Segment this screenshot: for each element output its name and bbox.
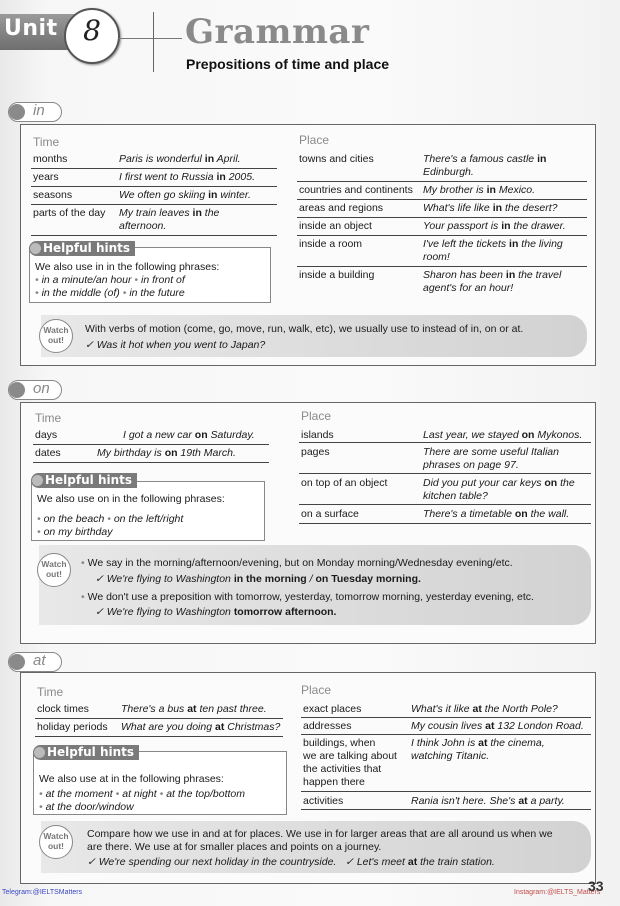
section-tag-label: in xyxy=(33,102,45,119)
row-example: I got a new car on Saturday. xyxy=(123,429,255,441)
hints-intro: We also use on in the following phrases: xyxy=(37,493,225,505)
row-label: activities xyxy=(303,795,344,807)
row-divider xyxy=(31,186,277,187)
watch-out-badge: Watch out! xyxy=(37,553,71,587)
helpful-hints-tab xyxy=(33,745,139,760)
row-label: exact places xyxy=(303,703,362,715)
hints-bullet-icon xyxy=(34,747,45,758)
row-divider xyxy=(299,473,591,474)
unit-label: Unit xyxy=(4,16,58,41)
row-label: clock times xyxy=(37,703,89,715)
time-heading: Time xyxy=(35,411,62,425)
row-label: seasons xyxy=(33,189,73,201)
row-example: There's a timetable on the wall. xyxy=(423,508,570,520)
row-label: inside an object xyxy=(299,220,372,232)
hints-intro: We also use in in the following phrases: xyxy=(35,261,220,273)
row-divider xyxy=(301,734,591,735)
hints-line: • at the moment • at night • at the top/bottom xyxy=(39,788,246,800)
watch-out-text: • We don't use a preposition with tomorrow, yesterday, tomorrow morning, yesterday evening, etc. xyxy=(81,591,534,603)
section-box-at xyxy=(20,672,596,884)
row-label: pages xyxy=(301,446,330,458)
section-tag-on xyxy=(8,380,62,400)
watch-out-text: • We say in the morning/afternoon/evening, but on Monday morning/Wednesday evening/etc. xyxy=(81,557,513,569)
watch-out-text: are there. We use at for smaller places and points on a journey. xyxy=(87,841,382,853)
row-label: dates xyxy=(35,447,61,459)
row-divider xyxy=(299,504,591,505)
row-example: There's a famous castle in Edinburgh. xyxy=(423,153,547,178)
row-label: days xyxy=(35,429,58,441)
row-example: There are some useful Italian phrases on page 97. xyxy=(423,446,559,471)
row-label: countries and continents xyxy=(299,184,413,196)
helpful-hints-tab xyxy=(29,241,135,256)
row-divider xyxy=(35,736,283,737)
helpful-hints-tab xyxy=(31,473,137,488)
place-heading: Place xyxy=(301,683,332,697)
row-example: I first went to Russia in 2005. xyxy=(119,171,255,183)
row-divider xyxy=(297,235,587,236)
row-example: My cousin lives at 132 London Road. xyxy=(411,720,584,732)
row-example: My birthday is on 19th March. xyxy=(97,447,236,459)
row-example: Your passport is in the drawer. xyxy=(423,220,566,232)
row-divider xyxy=(299,442,591,443)
section-tag-in xyxy=(8,102,62,122)
row-divider xyxy=(301,791,591,792)
section-tag-at xyxy=(8,652,62,672)
helpful-hints-title: Helpful hints xyxy=(47,745,135,759)
hints-line: • at the door/window xyxy=(39,801,134,813)
row-label: months xyxy=(33,153,68,165)
row-example: What's it like at the North Pole? xyxy=(411,703,558,715)
watch-out-text: With verbs of motion (come, go, move, run, walk, etc), we usually use to instead of in, on or at. xyxy=(85,323,524,335)
row-divider xyxy=(299,523,591,524)
unit-number: 8 xyxy=(83,14,101,47)
page-subtitle: Prepositions of time and place xyxy=(186,56,390,72)
row-example: I've left the tickets in the living room! xyxy=(423,238,563,263)
row-label: on top of an object xyxy=(301,477,388,489)
row-example: Last year, we stayed on Mykonos. xyxy=(423,429,583,441)
hints-intro: We also use at in the following phrases: xyxy=(39,773,224,785)
helpful-hints-title: Helpful hints xyxy=(45,473,133,487)
row-example: I think John is at the cinema, watching Titanic. xyxy=(411,737,545,762)
row-label: parts of the day xyxy=(33,207,106,219)
row-divider xyxy=(33,444,269,445)
page-number: 33 xyxy=(588,878,604,894)
place-heading: Place xyxy=(301,409,332,423)
row-divider xyxy=(297,181,587,182)
footer-instagram: Instagram:@IELTS_Matters xyxy=(514,889,601,896)
row-label: on a surface xyxy=(301,508,359,520)
header-vertical-divider xyxy=(153,12,154,72)
row-label: islands xyxy=(301,429,334,441)
footer-telegram: Telegram:@IELTSMatters xyxy=(2,889,83,896)
row-example: Did you put your car keys on the kitchen table? xyxy=(423,477,575,502)
row-divider xyxy=(297,217,587,218)
row-divider xyxy=(31,235,277,236)
hints-bullet-icon xyxy=(32,475,43,486)
row-divider xyxy=(297,266,587,267)
watch-out-text: Compare how we use in and at for places. We use in for larger areas that are all around us when we xyxy=(87,828,553,840)
row-label: areas and regions xyxy=(299,202,384,214)
time-heading: Time xyxy=(37,685,64,699)
helpful-hints-title: Helpful hints xyxy=(43,241,131,255)
watch-out-example: ✓ Was it hot when you went to Japan? xyxy=(85,339,266,351)
row-example: What's life like in the desert? xyxy=(423,202,558,214)
row-divider xyxy=(297,199,587,200)
header-divider xyxy=(118,38,182,39)
page-title: Grammar xyxy=(185,12,370,52)
row-label: buildings, when we are talking about the activities that happen there xyxy=(303,737,397,788)
row-example: Sharon has been in the travel agent's for an hour! xyxy=(423,269,562,294)
section-box-on xyxy=(20,402,596,644)
row-example: My train leaves in the afternoon. xyxy=(119,207,220,232)
hints-bullet-icon xyxy=(30,243,41,254)
row-divider xyxy=(33,462,269,463)
section-tag-label: at xyxy=(33,652,46,669)
watch-out-example: ✓ We're flying to Washington in the morning / on Tuesday morning. xyxy=(95,573,421,585)
watch-out-example: ✓ We're flying to Washington tomorrow afternoon. xyxy=(95,606,337,618)
row-label: years xyxy=(33,171,59,183)
row-example: My brother is in Mexico. xyxy=(423,184,536,196)
row-label: towns and cities xyxy=(299,153,374,165)
hints-line: • in the middle (of) • in the future xyxy=(35,287,185,299)
row-example: Rania isn't here. She's at a party. xyxy=(411,795,565,807)
row-example: There's a bus at ten past three. xyxy=(121,703,267,715)
tag-bullet-icon xyxy=(9,382,25,398)
row-label: addresses xyxy=(303,720,352,732)
row-example: What are you doing at Christmas? xyxy=(121,721,281,733)
watch-out-example: ✓ We're spending our next holiday in the countryside. ✓ Let's meet at the train station. xyxy=(87,856,495,868)
hints-line: • on the beach • on the left/right xyxy=(37,513,184,525)
row-divider xyxy=(301,809,591,810)
row-example: Paris is wonderful in April. xyxy=(119,153,241,165)
hints-line: • on my birthday xyxy=(37,526,113,538)
row-example: We often go skiing in winter. xyxy=(119,189,251,201)
row-label: holiday periods xyxy=(37,721,108,733)
section-box-in xyxy=(20,124,596,366)
row-divider xyxy=(31,204,277,205)
watch-out-badge: Watch out! xyxy=(39,825,73,859)
row-divider xyxy=(35,718,283,719)
hints-line: • in a minute/an hour • in front of xyxy=(35,274,185,286)
row-label: inside a room xyxy=(299,238,363,250)
time-heading: Time xyxy=(33,135,60,149)
row-divider xyxy=(31,168,277,169)
section-tag-label: on xyxy=(33,380,50,397)
row-label: inside a building xyxy=(299,269,375,281)
row-divider xyxy=(301,717,591,718)
tag-bullet-icon xyxy=(9,104,25,120)
place-heading: Place xyxy=(299,133,330,147)
tag-bullet-icon xyxy=(9,654,25,670)
watch-out-badge: Watch out! xyxy=(39,319,73,353)
